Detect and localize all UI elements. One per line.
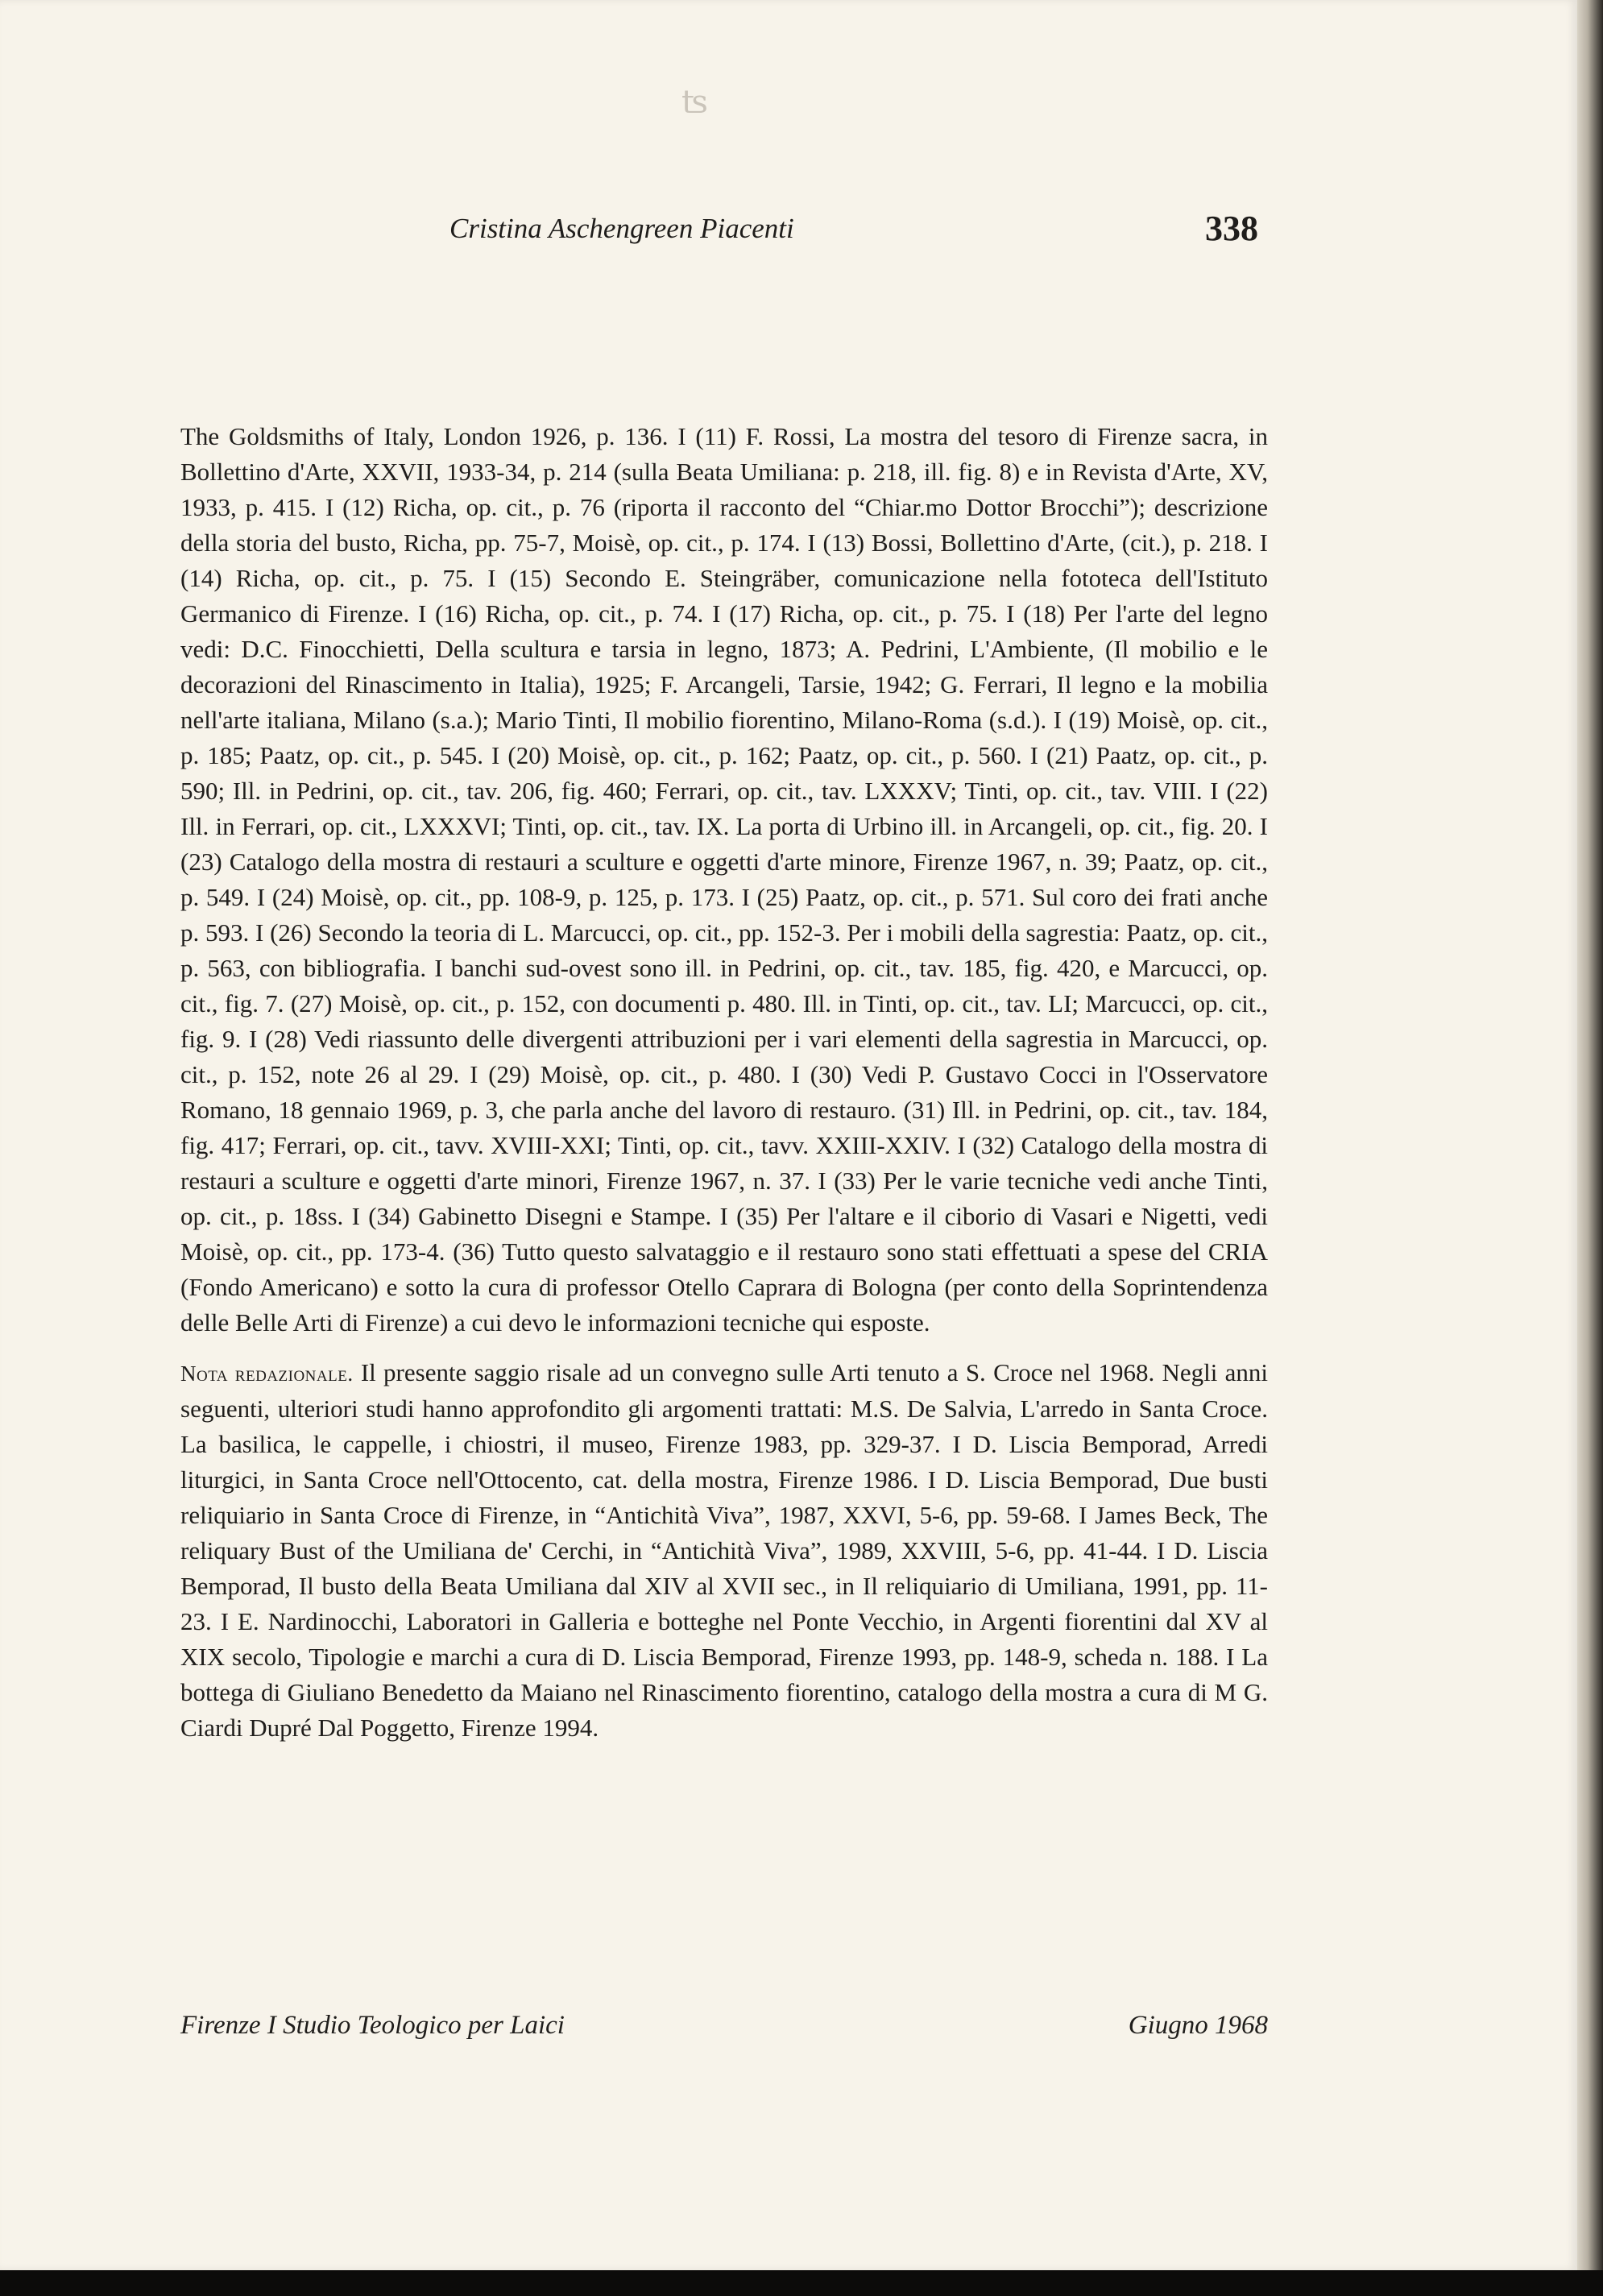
signoff bbox=[180, 2011, 1268, 2051]
editorial-note-label: Nota redazionale. bbox=[180, 1361, 354, 1386]
body-text bbox=[180, 419, 1268, 1746]
running-head-author: Cristina Aschengreen Piacenti bbox=[449, 213, 794, 244]
page-bottom-edge bbox=[0, 2270, 1603, 2296]
signoff-date: Giugno 1968 bbox=[1128, 2011, 1268, 2040]
ink-smudge: ʦ bbox=[681, 84, 708, 121]
endnotes-paragraph: The Goldsmiths of Italy, London 1926, p. 136. I (11) F. Rossi, La mostra del tesoro di Firenze sacra, in Bollettino d'Arte, XXVII, 1933-34, p. 214 (sulla Beata Umiliana: p. 218, ill. fig. 8) e in Revista d'Arte, XV, 1933, p. 415. I (12) Richa, op. cit., p. 76 (riporta il racconto del “Chiar.mo Dottor Brocchi”); descrizione della storia del busto, Richa, pp. 75-7, Moisè, op. cit., p. 174. I (13) Bossi, Bollettino d'Arte, (cit.), p. 218. I (14) Richa, op. cit., p. 75. I (15) Secondo E. Steingräber, comunicazione nella fototeca dell'Istituto Germanico di Firenze. I (16) Richa, op. cit., p. 74. I (17) Richa, op. cit., p. 75. I (18) Per l'arte del legno vedi: D.C. Finocchietti, Della scultura e tarsia in legno, 1873; A. Pedrini, L'Ambiente, (Il mobilio e le decorazioni del Rinascimento in Italia), 1925; F. Arcangeli, Tarsie, 1942; G. Ferrari, Il legno e la mobilia nell'arte italiana, Milano (s.a.); Mario Tinti, Il mobilio fiorentino, Milano-Roma (s.d.). I (19) Moisè, op. cit., p. 185; Paatz, op. cit., p. 545. I (20) Moisè, op. cit., p. 162; Paatz, op. cit., p. 560. I (21) Paatz, op. cit., p. 590; Ill. in Pedrini, op. cit., tav. 206, fig. 460; Ferrari, op. cit., tav. LXXXV; Tinti, op. cit., tav. VIII. I (22) Ill. in Ferrari, op. cit., LXXXVI; Tinti, op. cit., tav. IX. La porta di Urbino ill. in Arcangeli, op. cit., fig. 20. I (23) Catalogo della mostra di restauri a sculture e oggetti d'arte minore, Firenze 1967, n. 39; Paatz, op. cit., p. 549. I (24) Moisè, op. cit., pp. 108-9, p. 125, p. 173. I (25) Paatz, op. cit., p. 571. Sul coro dei frati anche p. 593. I (26) Secondo la teoria di L. Marcucci, op. cit., pp. 152-3. Per i mobili della sagrestia: Paatz, op. cit., p. 563, con bibliografia. I banchi sud-ovest sono ill. in Pedrini, op. cit., tav. 185, fig. 420, e Marcucci, op. cit., fig. 7. (27) Moisè, op. cit., p. 152, con documenti p. 480. Ill. in Tinti, op. cit., tav. LI; Marcucci, op. cit., fig. 9. I (28) Vedi riassunto delle divergenti attribuzioni per i vari elementi della sagrestia in Marcucci, op. cit., p. 152, note 26 al 29. I (29) Moisè, op. cit., p. 480. I (30) Vedi P. Gustavo Cocci in l'Osservatore Romano, 18 gennaio 1969, p. 3, che parla anche del lavoro di restauro. (31) Ill. in Pedrini, op. cit., tav. 184, fig. 417; Ferrari, op. cit., tavv. XVIII-XXI; Tinti, op. cit., tavv. XXIII-XXIV. I (32) Catalogo della mostra di restauri a sculture e oggetti d'arte minori, Firenze 1967, n. 37. I (33) Per le varie tecniche vedi anche Tinti, op. cit., p. 18ss. I (34) Gabinetto Disegni e Stampe. I (35) Per l'altare e il ciborio di Vasari e Nigetti, vedi Moisè, op. cit., pp. 173-4. (36) Tutto questo salvataggio e il restauro sono stati effettuati a spese del CRIA (Fondo Americano) e sotto la cura di professor Otello Caprara di Bologna (per conto della Soprintendenza delle Belle Arti di Firenze) a cui devo le informazioni tecniche qui esposte. bbox=[180, 422, 1268, 1337]
editorial-note bbox=[180, 1355, 1268, 1746]
running-head bbox=[449, 208, 1258, 256]
editorial-note-text: Il presente saggio risale ad un convegno sulle Arti tenuto a S. Croce nel 1968. Negli anni seguenti, ulteriori studi hanno approfondito gli argomenti trattati: M.S. De Salvia, L'arredo in Santa Croce. La basilica, le cappelle, i chiostri, il museo, Firenze 1983, pp. 329-37. I D. Liscia Bemporad, Arredi liturgici, in Santa Croce nell'Ottocento, cat. della mostra, Firenze 1986. I D. Liscia Bemporad, Due busti reliquiario in Santa Croce di Firenze, in “Antichità Viva”, 1987, XXVI, 5-6, pp. 59-68. I James Beck, The reliquary Bust of the Umiliana de' Cerchi, in “Antichità Viva”, 1989, XXVIII, 5-6, pp. 41-44. I D. Liscia Bemporad, Il busto della Beata Umiliana dal XIV al XVII sec., in Il reliquiario di Umiliana, 1991, pp. 11-23. I E. Nardinocchi, Laboratori in Galleria e botteghe nel Ponte Vecchio, in Argenti fiorentini dal XV al XIX secolo, Tipologie e marchi a cura di D. Liscia Bemporad, Firenze 1993, pp. 148-9, scheda n. 188. I La bottega di Giuliano Benedetto da Maiano nel Rinascimento fiorentino, catalogo della mostra a cura di M G. Ciardi Dupré Dal Poggetto, Firenze 1994. bbox=[180, 1358, 1269, 1742]
book-gutter bbox=[1577, 0, 1603, 2296]
page-number: 338 bbox=[1205, 209, 1258, 248]
signoff-place: Firenze I Studio Teologico per Laici bbox=[180, 2011, 565, 2040]
